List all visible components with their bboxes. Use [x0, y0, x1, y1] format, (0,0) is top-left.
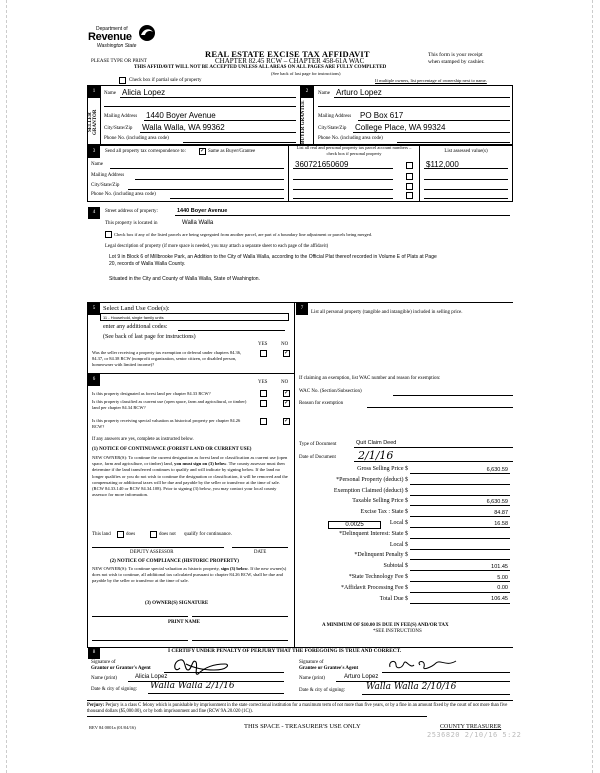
legal-desc-text-2[interactable]: Situated in the City and County of Walla Walla, State of Washington. [109, 276, 260, 282]
notice-compliance-body [92, 566, 292, 585]
doc-date-field[interactable]: 2/1/16 [358, 449, 394, 462]
completion-warning: THIS AFFIDAVIT WILL NOT BE ACCEPTED UNLESS ALL AREAS ON ALL PAGES ARE FULLY COMPLETED [134, 65, 387, 70]
assessor-date-label: DATE [254, 550, 267, 555]
tax-row-label: *State Technology Fee $ [348, 574, 408, 580]
assessed-value-field[interactable]: $112,000 [426, 160, 459, 169]
current-use-yes-checkbox[interactable] [260, 400, 267, 407]
street-line [175, 215, 510, 216]
corr-city-line[interactable] [128, 189, 284, 190]
form-revision: REV 84 0001a (01/04/16) [89, 725, 136, 730]
owner-signature-line-1[interactable] [92, 616, 188, 617]
minimum-due-note: A MINIMUM OF $10.00 IS DUE IN FEE(S) AND/OR TAX [322, 623, 449, 628]
doc-type-label: Type of Document [299, 442, 337, 447]
parcel-line-4[interactable] [293, 198, 393, 199]
dor-wave-logo-icon [138, 24, 156, 42]
section-7-badge: 7 [296, 303, 308, 315]
buyer-mailing-label: Mailing Address [318, 114, 352, 119]
partial-sale-label: Check box if partial sale of property [129, 78, 202, 83]
tax-row-label: *Delinquent Interest: State $ [339, 530, 408, 537]
grantor-date-field[interactable]: Walla Walla 2/1/16 [150, 681, 235, 691]
seller-mailing-line [144, 120, 296, 121]
grantee-sig-line [382, 672, 510, 673]
section-3-badge: 3 [88, 146, 100, 158]
tax-row-label: Excise Tax : State $ [360, 509, 408, 516]
section-5-badge: 5 [88, 303, 100, 315]
seller-city-field[interactable]: Walla Walla, WA 99362 [142, 123, 225, 132]
land-does-checkbox[interactable] [117, 531, 124, 538]
forest-no-checkbox[interactable]: ✓ [284, 390, 290, 396]
exemption-label: If claiming an exemption, list WAC number and reason for exemption: [299, 376, 441, 381]
land-does-label: does [126, 532, 136, 537]
tax-row-label: *Delinquent Penalty $ [354, 552, 408, 559]
parcel-line-3[interactable] [293, 189, 393, 190]
assessed-header: List assessed value(s) [444, 149, 488, 154]
grantor-name-field[interactable]: Alicia Lopez [135, 674, 168, 680]
seller-phone-label: Phone No. (including area code) [104, 136, 169, 141]
tax-row-label: Gross Selling Price $ [357, 466, 408, 472]
tax-row-line [410, 559, 510, 560]
notice1-body-b: . The county assessor must then determine if the land transferred continues to qualify and will indicate by signing below. If the land no longer qualifies or you do not wish to continue the designation or classification, it will be removed and the compensating or additional taxes will be due and payable by the seller or transferor at the time of sale. (RCW 84.33.140 or RCW 84.34.108). Prior to signing (3) below, you may contact your local county assessor for more information. [92, 461, 288, 498]
corr-phone-line[interactable] [170, 198, 284, 199]
additional-codes-label: enter any additional codes: [103, 324, 168, 330]
notice2-body-b: . If the new owner(s) does not wish to continue, all additional tax calculated pursuant to chapter 84.26 RCW, shall be due and payable by the seller or transferor at the time of sale. [92, 566, 287, 584]
doc-type-line [354, 447, 513, 448]
perjury-bold: Perjury: [87, 703, 105, 708]
perjury-text: Perjury is a class C felony which is punishable by imprisonment in the state correctional institution for a maximum term of not more than five years, or by a fine in an amount fixed by the court of not more than five thousand dollars ($5,000.00), or by both imprisonment and fine (RCW 9A.20.020 (1C)). [87, 703, 508, 715]
grantee-name-field[interactable]: Arturo Lopez [344, 674, 379, 680]
assessed-line-2[interactable] [424, 179, 508, 180]
segregated-checkbox[interactable] [105, 231, 112, 238]
corr-mailing-line[interactable] [135, 179, 284, 180]
current-use-question: Is this property classified as current use (open space, farm and agricultural, or timber) land per chapter 84.34 RCW? [92, 399, 247, 410]
parcel-header: List all real and personal property tax parcel account numbers – check box if personal property [296, 145, 412, 156]
logo-line1: Department of [96, 26, 128, 32]
tax-row-label: Local $ [389, 520, 408, 526]
buyer-name-label: Name [318, 91, 330, 96]
qualify-label: qualify for continuance. [184, 532, 232, 537]
buyer-city-field[interactable]: College Place, WA 99324 [355, 123, 446, 132]
section-1-badge: 1 [88, 86, 100, 98]
if-yes-instruction: If any answers are yes, complete as instructed below. [92, 437, 194, 442]
tax-row-line [410, 570, 510, 571]
section-4-badge: 4 [88, 207, 100, 219]
owner-signature-line-2[interactable] [192, 616, 288, 617]
tax-row-label: *Affidavit Processing Fee $ [340, 584, 408, 591]
personal-property-label: List all personal property (tangible and intangible) included in selling price. [311, 310, 463, 315]
no-header-6: NO [281, 380, 289, 385]
historic-question: Is this property receiving special valuation as historical property per chapter 84.26 RCW? [92, 418, 241, 429]
buyer-name-line-2 [318, 106, 510, 107]
assessor-date-line[interactable] [232, 547, 288, 548]
logo-line3: Washington State [97, 43, 137, 49]
scan-edge-left [6, 0, 8, 773]
buyer-name-field[interactable]: Arturo Lopez [336, 88, 382, 97]
additional-codes-line[interactable] [178, 330, 285, 331]
buyer-mailing-field[interactable]: PO Box 617 [360, 111, 404, 120]
treasurer-use-only: THIS SPACE - TREASURER'S USE ONLY [244, 723, 361, 730]
multiple-owners-note: If multiple owners, list percentage of ownership next to name. [375, 78, 487, 83]
grantor-sig-label-1: Signature of [91, 660, 116, 665]
section-2-badge: 2 [301, 86, 313, 98]
buyer-city-line [353, 132, 510, 133]
owner-signature-label: (3) OWNER(S) SIGNATURE [145, 601, 209, 606]
personal-property-checkbox-2[interactable] [406, 173, 413, 180]
tax-row-value[interactable]: 5.00 [497, 574, 508, 581]
corr-name-label: Name [91, 162, 103, 167]
grantee-date-label: Date & city of signing: [299, 688, 346, 693]
logo-line2: Revenue [88, 31, 132, 43]
land-does-not-label: does not [159, 532, 176, 537]
personal-property-checkbox-4[interactable] [406, 192, 413, 199]
street-field[interactable]: 1440 Boyer Avenue [177, 208, 228, 214]
historic-yes-checkbox[interactable] [260, 418, 267, 425]
section-6-badge: 6 [88, 374, 100, 386]
tax-row-line [410, 516, 510, 517]
section-8-badge: 8 [88, 647, 100, 659]
perjury-notice [87, 703, 517, 716]
corr-divider-1 [288, 145, 289, 202]
located-label: This property is located in [105, 221, 158, 226]
grantor-date-line [148, 693, 284, 694]
grantor-date-label: Date & city of signing: [91, 687, 138, 692]
buyer-mailing-line [358, 120, 510, 121]
tax-row-label: Exemption Claimed (deduct) $ [333, 487, 408, 494]
notice-compliance-title: (2) NOTICE OF COMPLIANCE (HISTORIC PROPERTY) [110, 559, 239, 564]
grantee-sig-label-2: Grantee or Grantee's Agent [299, 666, 359, 671]
grantee-signature[interactable] [386, 657, 466, 673]
buyer-phone-line[interactable] [397, 142, 510, 143]
corr-mailing-label: Mailing Address [91, 173, 125, 178]
located-field[interactable]: Walla Walla [182, 220, 214, 226]
yes-header-5: YES [258, 342, 268, 347]
please-type: PLEASE TYPE OR PRINT [91, 59, 147, 64]
tax-row-value[interactable]: 106.45 [491, 596, 508, 603]
parcel-number-field[interactable]: 360721650609 [295, 160, 349, 169]
grantee-sig-label-1: Signature of [299, 660, 324, 665]
legal-desc-label: Legal description of property (if more space is needed, you may attach a separate sheet to each page of the affidavit) [105, 244, 329, 249]
yes-header-6: YES [258, 380, 268, 385]
grantee-name-label: Name (print) [299, 676, 325, 681]
parcel-line-1 [293, 168, 393, 169]
land-use-label: Select Land Use Code(s): [103, 305, 170, 312]
same-as-buyer-checkbox[interactable]: ✓ [200, 148, 206, 154]
tax-row-line [410, 549, 510, 550]
correspondence-label: Send all property tax correspondence to: [105, 149, 186, 154]
buyer-name-line [334, 97, 510, 98]
notice-continuance-body [92, 455, 292, 498]
see-back-note: (See back of last page for instructions) [271, 71, 341, 76]
seller-city-line [140, 132, 296, 133]
tax-row-line [410, 527, 510, 528]
notice1-body-a: NEW OWNER(S): To continue the current designation as forest land or classification as current use (open space, farm and agriculture, or timber) land, [92, 455, 288, 467]
dor-logo [88, 24, 168, 54]
tax-row-value[interactable]: 16.58 [494, 520, 508, 527]
receipt-note-1: This form is your receipt [428, 52, 483, 58]
personal-property-checkbox-3[interactable] [406, 183, 413, 190]
form-chapter: CHAPTER 82.45 RCW – CHAPTER 458-61A WAC [215, 57, 365, 65]
grantee-date-line [362, 694, 510, 695]
grantor-sig-label-2: Grantor or Grantor's Agent [91, 666, 151, 671]
parcel-line-2[interactable] [293, 179, 393, 180]
perjury-underline [87, 716, 427, 717]
land-use-see-back: (See back of last page for instructions) [103, 334, 196, 340]
receipt-note-2: when stamped by cashier. [428, 59, 485, 65]
forest-yes-checkbox[interactable] [260, 390, 267, 397]
sections-mid-divider [294, 302, 295, 647]
corr-divider-2 [419, 145, 420, 202]
seller-grantor-label: SELLER GRANTOR [88, 109, 98, 135]
forest-land-question: Is this property designated as forest land per chapter 84.33 RCW? [92, 391, 211, 396]
seller-name-line-2 [104, 106, 296, 107]
assessed-line-1 [424, 168, 508, 169]
seller-mailing-label: Mailing Address [104, 114, 138, 119]
reason-label: Reason for exemption [299, 401, 344, 406]
tax-row-label: *Personal Property (deduct) $ [336, 476, 408, 483]
land-does-not-checkbox[interactable] [150, 531, 157, 538]
section-8-bottomline [87, 700, 513, 701]
tax-row-line [410, 495, 510, 496]
county-treasurer-label: COUNTY TREASURER [440, 724, 502, 730]
deputy-assessor-line[interactable] [92, 547, 224, 548]
reason-line[interactable] [367, 407, 513, 408]
notice1-bold: you must sign on (3) below [174, 461, 227, 467]
tax-row-line [410, 581, 510, 582]
seller-name-field[interactable]: Alicia Lopez [122, 88, 166, 97]
this-land-label: This land [92, 532, 111, 537]
left-border [87, 302, 88, 647]
personal-property-checkbox-1[interactable] [406, 162, 413, 169]
wac-label: WAC No. (Section/Subsection) [299, 389, 362, 394]
buyer-side-divider [313, 85, 314, 145]
buyer-city-label: City/State/Zip [318, 126, 347, 131]
grantor-sig-line [164, 672, 284, 673]
same-as-buyer-label: Same as Buyer/Grantee [208, 149, 256, 154]
treasurer-stamp: 2536820 2/10/16 5:22 [427, 731, 522, 739]
buyer-grantee-label: BUYER GRANTEE [301, 100, 306, 144]
notice2-body-a: NEW OWNER(S): To continue special valuation as historic property, [92, 566, 221, 571]
no-header-5: NO [281, 342, 289, 347]
current-use-no-checkbox[interactable]: ✓ [284, 400, 290, 406]
tax-row-label: Local $ [389, 541, 408, 548]
historic-no-checkbox[interactable]: ✓ [284, 418, 290, 424]
corr-phone-label: Phone No. (including area code) [91, 192, 156, 197]
grantor-signature[interactable] [170, 656, 240, 678]
local-rate-field[interactable]: 0.0025 [328, 521, 381, 529]
tax-row-value[interactable]: 6,630.59 [486, 466, 508, 473]
doc-type-field[interactable]: Quit Claim Deed [356, 440, 397, 446]
grantor-name-label: Name (print) [91, 676, 117, 681]
exemption-question: Was the seller receiving a property tax exemption or deferral under chapters 84.36, 84.37, or 84.38 RCW (nonprofit organization, senior citizen, or disabled person, homeowner with limited income)? [92, 350, 242, 367]
seller-name-line [120, 97, 296, 98]
tax-row-line [410, 484, 510, 485]
print-name-label: PRINT NAME [168, 620, 200, 625]
print-name-line-2[interactable] [192, 640, 288, 641]
section-6-topline [87, 373, 294, 374]
scan-edge-right [592, 0, 594, 773]
tax-row-value[interactable]: 6,630.59 [486, 498, 508, 505]
assessed-line-4[interactable] [424, 198, 508, 199]
corr-city-label: City/State/Zip [91, 183, 120, 188]
tax-row-value[interactable]: 84.87 [494, 509, 508, 516]
wac-line[interactable] [393, 395, 513, 396]
tax-row-line [410, 592, 510, 593]
seller-city-label: City/State/Zip [104, 126, 133, 131]
seller-name-label: Name [104, 91, 116, 96]
tax-row-value[interactable]: 0.00 [497, 585, 508, 592]
grantee-date-field[interactable]: Walla Walla 2/10/16 [366, 682, 457, 692]
see-instructions-note: *SEE INSTRUCTIONS [373, 629, 422, 634]
doc-date-label: Date of Document [299, 455, 336, 460]
form-title: REAL ESTATE EXCISE TAX AFFIDAVIT [205, 49, 370, 59]
tax-row-line [410, 538, 510, 539]
exemption-no-checkbox[interactable]: ✓ [284, 350, 290, 356]
assessed-line-3[interactable] [424, 189, 508, 190]
tax-row-value[interactable]: 101.45 [491, 563, 508, 570]
doc-date-line [354, 461, 513, 462]
notice-continuance-title: (1) NOTICE OF CONTINUANCE (FOREST LAND OR CURRENT USE) [92, 447, 252, 452]
certify-title: I CERTIFY UNDER PENALTY OF PERJURY THAT THE FOREGOING IS TRUE AND CORRECT. [168, 648, 402, 654]
corr-name-line[interactable] [110, 168, 284, 169]
exemption-yes-checkbox[interactable] [260, 350, 267, 357]
tax-row-line [410, 505, 510, 506]
seller-side-divider [100, 85, 101, 145]
deputy-assessor-label: DEPUTY ASSESSOR [130, 550, 174, 555]
segregated-label: Check box if any of the listed parcels are being segregated from another parcel, are part of a boundary line adjustment or parcels being merged. [114, 232, 373, 237]
seller-mailing-field[interactable]: 1440 Boyer Avenue [146, 111, 216, 120]
tax-row-label: Taxable Selling Price $ [352, 498, 408, 505]
tax-row-label: Total Due $ [379, 595, 408, 602]
tax-row-label: Subtotal $ [383, 563, 408, 570]
notice2-bold: sign (3) below [220, 566, 248, 571]
tax-row-line [410, 473, 510, 474]
land-use-select[interactable]: 11 - Household, single family units [100, 313, 289, 321]
buyer-phone-label: Phone No. (including area code) [318, 136, 383, 141]
street-label: Street address of property: [105, 209, 158, 214]
legal-desc-text-1[interactable]: Lot 9 in Block 6 of Millbrooke Park, an Addition to the City of Walla Walla, according to the Official Plat thereof recorded in Volume E of Plats at Page 20, records of Walla Walla County. [109, 254, 437, 267]
print-name-line-1[interactable] [92, 640, 188, 641]
tax-row-line [410, 603, 510, 604]
seller-phone-line[interactable] [183, 142, 296, 143]
partial-sale-checkbox[interactable] [119, 77, 126, 84]
